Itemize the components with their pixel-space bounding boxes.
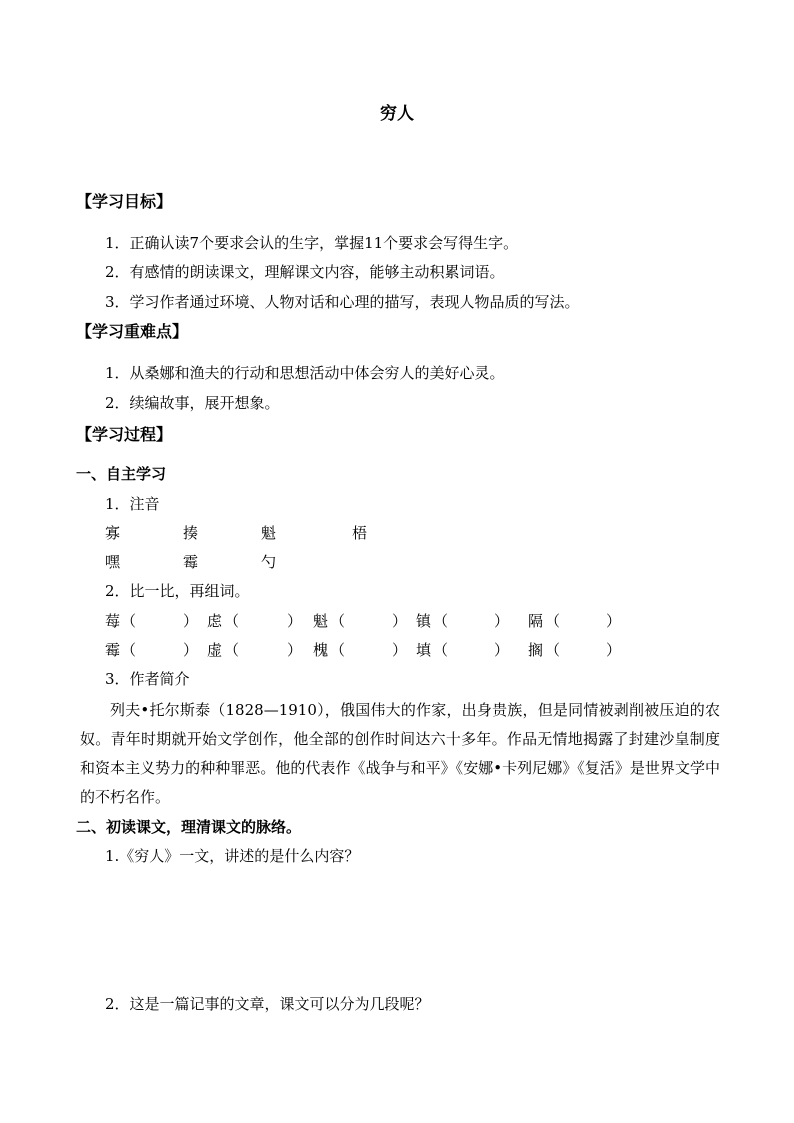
compare-char: 魁 <box>313 612 329 630</box>
compare-char: 槐 <box>313 641 329 659</box>
section-heading-key-points: 【学习重难点】 <box>76 322 189 341</box>
key-point-item: 1．从桑娜和渔夫的行动和思想活动中体会穷人的美好心灵。 <box>105 364 505 382</box>
compare-char: 镇 <box>416 612 432 630</box>
pinyin-char: 揍 <box>183 524 199 542</box>
pinyin-char: 霉 <box>183 553 199 571</box>
compare-char: 搁 <box>528 641 544 659</box>
compare-char: 填 <box>416 641 432 659</box>
key-point-item: 2．续编故事，展开想象。 <box>105 394 280 412</box>
compare-char: 莓 <box>105 612 121 630</box>
paren-close: ） <box>494 612 510 630</box>
paren-close: ） <box>183 612 199 630</box>
objective-item: 3．学习作者通过环境、人物对话和心理的描写，表现人物品质的写法。 <box>105 293 580 311</box>
paren-open: （ <box>121 641 137 659</box>
paren-close: ） <box>494 641 510 659</box>
paren-open: （ <box>224 641 240 659</box>
paren-close: ） <box>183 641 199 659</box>
pinyin-char: 嘿 <box>105 553 121 571</box>
compare-char: 虑 <box>207 612 223 630</box>
paren-open: （ <box>224 612 240 630</box>
paren-close: ） <box>606 641 622 659</box>
compare-char: 隔 <box>528 612 544 630</box>
section-heading-objectives: 【学习目标】 <box>76 192 173 211</box>
paren-close: ） <box>392 641 408 659</box>
paren-open: （ <box>545 641 561 659</box>
compare-char: 霉 <box>105 641 121 659</box>
part-heading-self-study: 一、自主学习 <box>76 465 167 483</box>
paren-open: （ <box>433 612 449 630</box>
paren-close: ） <box>287 612 303 630</box>
paren-close: ） <box>606 612 622 630</box>
part-heading-first-reading: 二、初读课文，理清课文的脉络。 <box>76 818 302 836</box>
pinyin-char: 魁 <box>261 524 277 542</box>
author-paragraph: 列夫•托尔斯泰（1828—1910），俄国伟大的作家，出身贵族，但是同情被剥削被压迫的农奴。青年时期就开始文学创作，他全部的创作时间达六十多年。作品无情地揭露了封建沙皇制度和资本主义势力的种种罪恶。他的代表作《战争与和平》《安娜•卡列尼娜》《复活》是世界文学中的不朽名作。 <box>80 701 720 806</box>
question-author-intro: 3．作者简介 <box>105 670 190 688</box>
paren-open: （ <box>121 612 137 630</box>
objective-item: 1．正确认读7个要求会认的生字，掌握11个要求会写得生字。 <box>105 234 519 252</box>
paren-open: （ <box>330 612 346 630</box>
compare-char: 虚 <box>207 641 223 659</box>
paren-open: （ <box>433 641 449 659</box>
paren-open: （ <box>330 641 346 659</box>
pinyin-char: 勺 <box>261 553 277 571</box>
page-title: 穷人 <box>380 104 414 124</box>
paren-open: （ <box>545 612 561 630</box>
section-heading-process: 【学习过程】 <box>76 425 173 444</box>
pinyin-char: 寡 <box>105 524 121 542</box>
question-sections: 2．这是一篇记事的文章，课文可以分为几段呢？ <box>105 995 430 1013</box>
paren-close: ） <box>287 641 303 659</box>
question-pinyin: 1．注音 <box>105 495 160 513</box>
objective-item: 2．有感情的朗读课文，理解课文内容，能够主动积累词语。 <box>105 263 505 281</box>
paren-close: ） <box>392 612 408 630</box>
question-content: 1.《穷人》一文，讲述的是什么内容？ <box>105 847 360 865</box>
pinyin-char: 梧 <box>352 524 368 542</box>
question-compare: 2．比一比，再组词。 <box>105 582 250 600</box>
